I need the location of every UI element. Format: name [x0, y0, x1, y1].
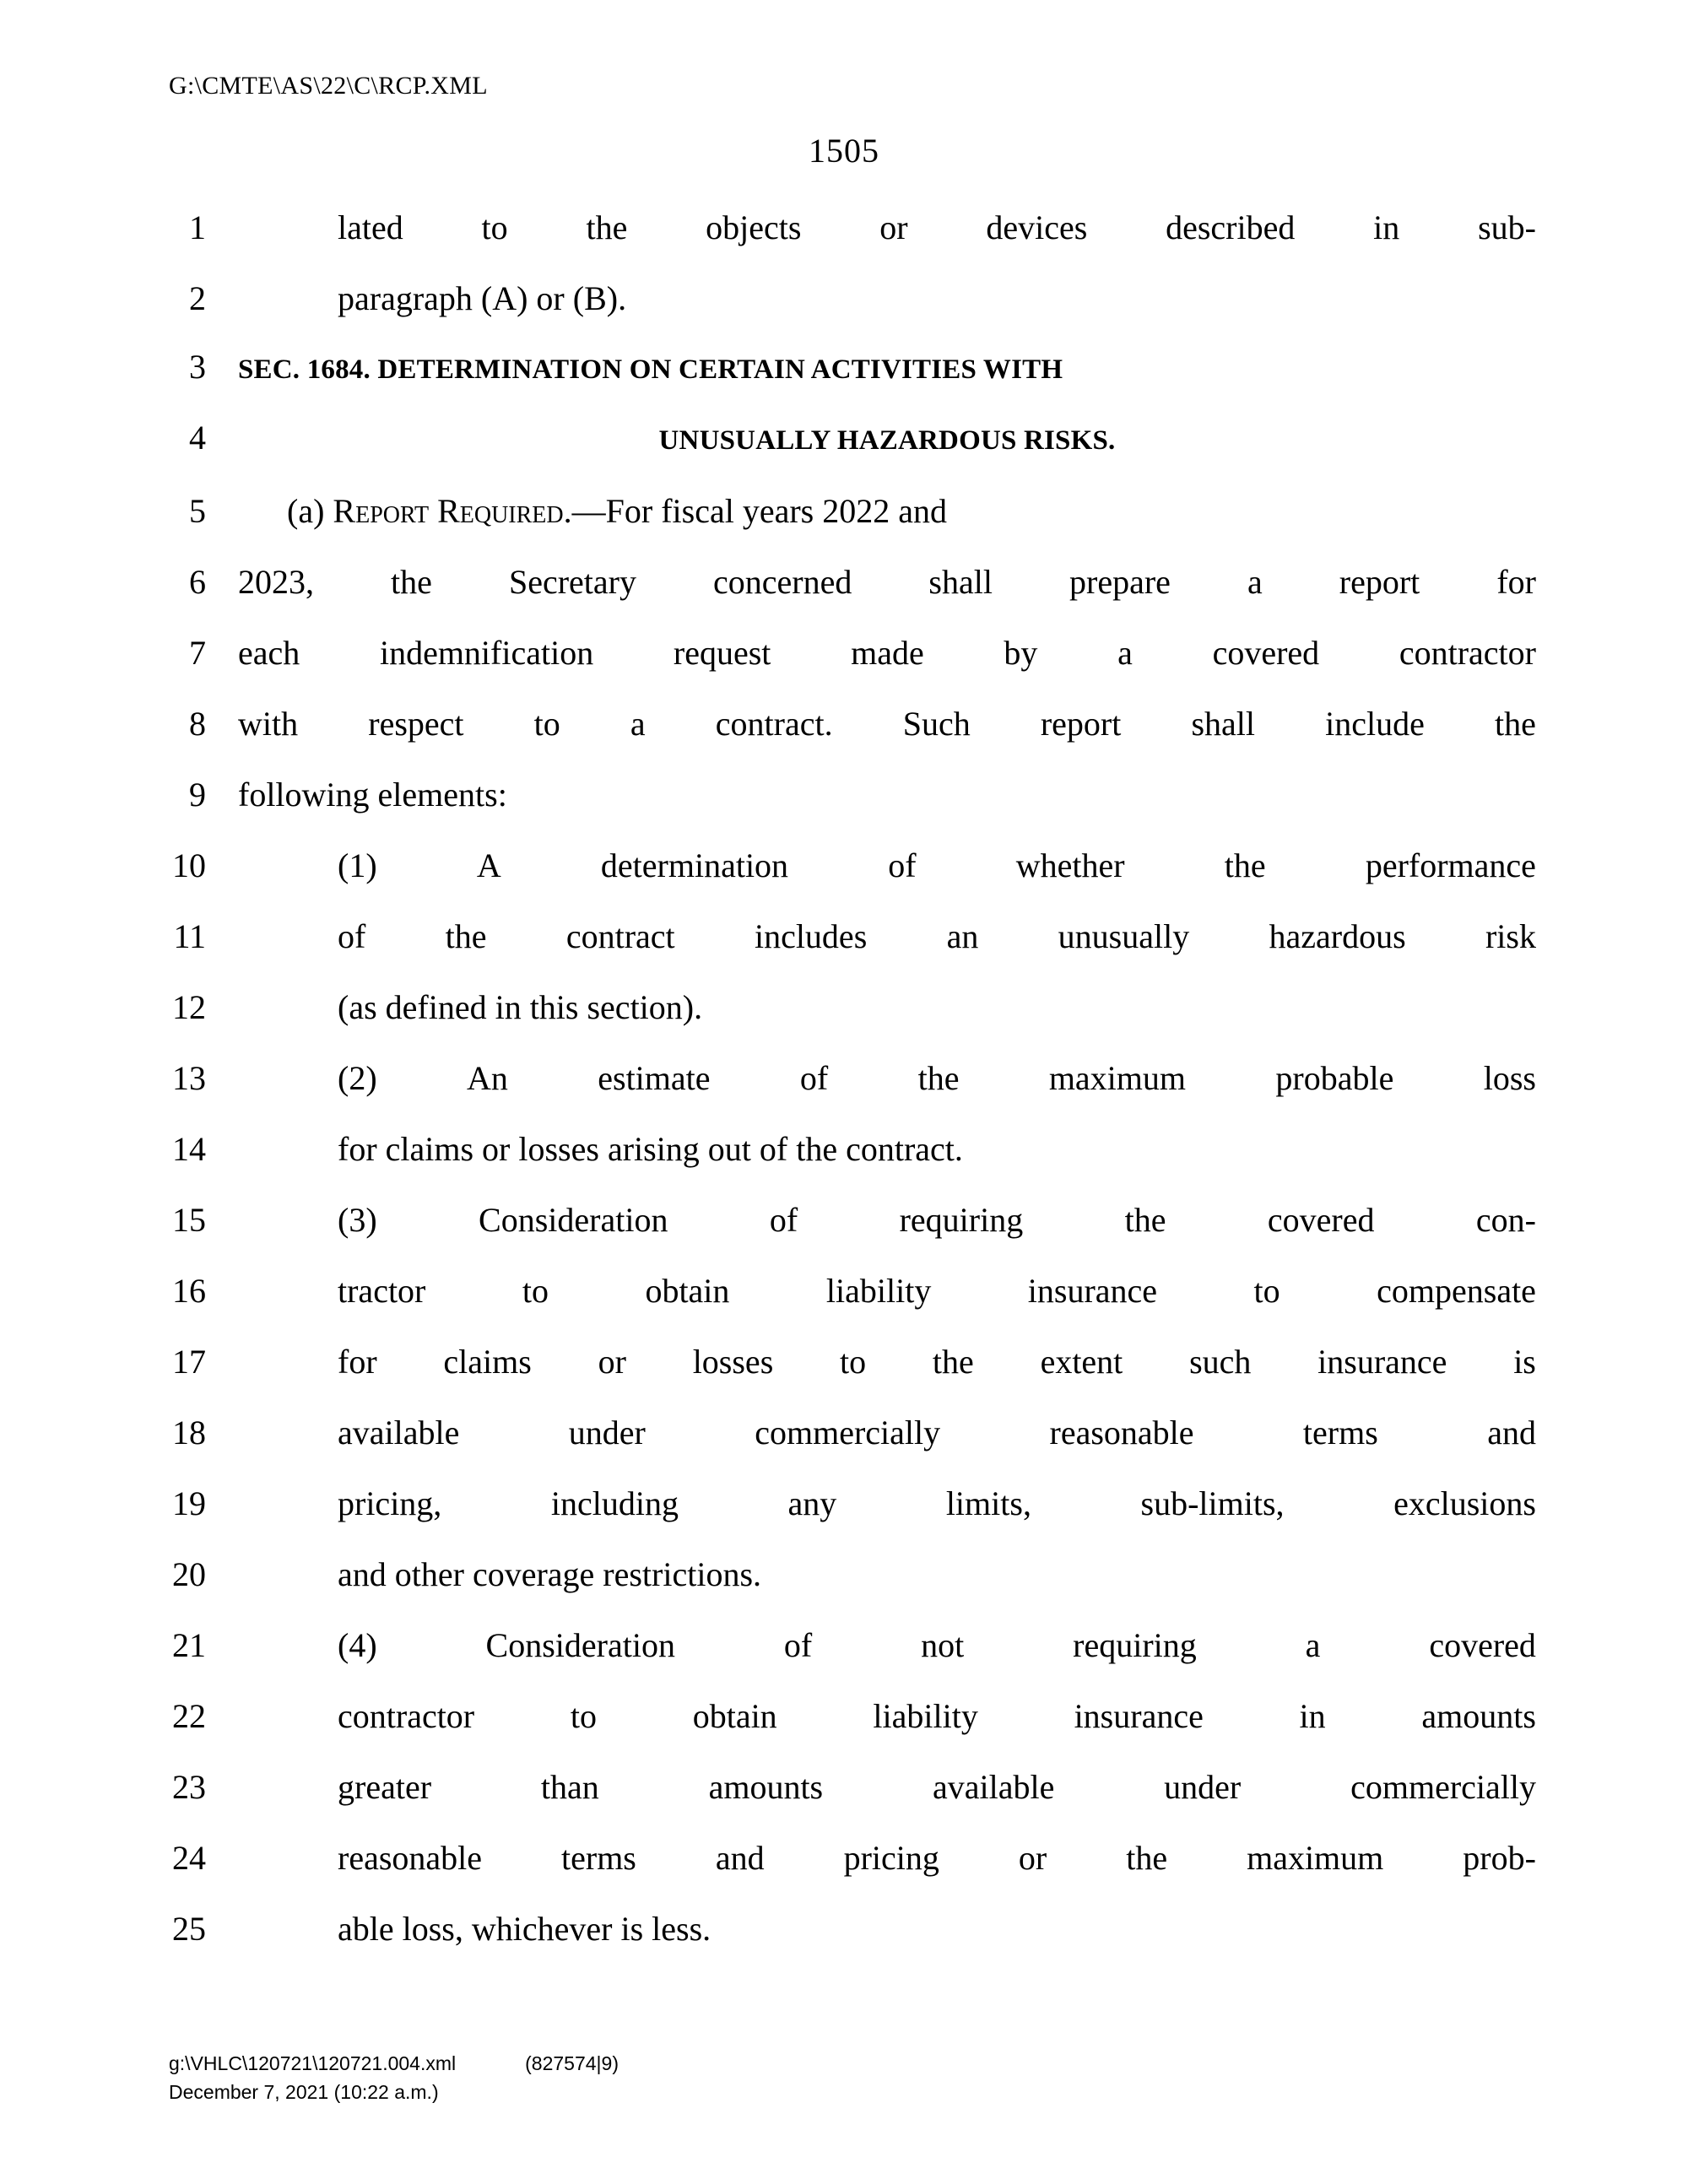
- word: the: [917, 1059, 960, 1097]
- word: requiring: [899, 1201, 1024, 1239]
- word: maximum: [1247, 1839, 1384, 1877]
- word: sub-limits,: [1140, 1484, 1285, 1522]
- word: amounts: [708, 1768, 824, 1806]
- line-text: [238, 1681, 1536, 1752]
- word: indemnification: [379, 634, 594, 672]
- word: request: [673, 634, 771, 672]
- line-number: 16: [172, 1272, 206, 1310]
- line-text: paragraph (A) or (B).: [338, 279, 627, 317]
- footer-file-path: g:\VHLC\120721\120721.004.xml: [169, 2052, 457, 2074]
- word: performance: [1365, 846, 1536, 884]
- word: available: [338, 1414, 460, 1451]
- word: the: [1126, 1839, 1168, 1877]
- line-text: [238, 689, 1536, 760]
- word: estimate: [598, 1059, 711, 1097]
- text-line: [169, 1752, 1536, 1823]
- word: shall: [1191, 705, 1256, 743]
- section-heading: SEC. 1684. DETERMINATION ON CERTAIN ACTIVITIES WITH: [238, 354, 1063, 385]
- line-number: 17: [172, 1343, 206, 1381]
- text-line: [169, 1539, 1536, 1610]
- word: or: [598, 1343, 626, 1381]
- word: with: [238, 705, 299, 743]
- text-line: [169, 1681, 1536, 1752]
- word: commercially: [1350, 1768, 1536, 1806]
- word: (1): [338, 846, 377, 884]
- line-text: [238, 547, 1536, 618]
- word: of: [783, 1626, 813, 1664]
- word: greater: [338, 1768, 432, 1806]
- word: the: [586, 208, 628, 246]
- word: A: [476, 846, 501, 884]
- word: the: [391, 563, 432, 601]
- word: a: [1305, 1626, 1321, 1664]
- word: under: [1164, 1768, 1242, 1806]
- word: includes: [754, 917, 868, 955]
- word: determination: [600, 846, 789, 884]
- line-number: 3: [189, 348, 206, 386]
- word: claims: [443, 1343, 532, 1381]
- line-number: 20: [172, 1555, 206, 1593]
- text-line: [169, 618, 1536, 689]
- text-line: [169, 1468, 1536, 1539]
- word: such: [1189, 1343, 1252, 1381]
- word: obtain: [692, 1697, 777, 1735]
- word: a: [1117, 634, 1133, 672]
- text-line: [169, 334, 1536, 405]
- word: obtain: [645, 1272, 730, 1310]
- line-text: [238, 1752, 1536, 1823]
- word: is: [1513, 1343, 1536, 1381]
- text-line: [169, 972, 1536, 1043]
- word: concerned: [713, 563, 852, 601]
- text-line: [169, 405, 1536, 476]
- word: loss: [1483, 1059, 1536, 1097]
- word: to: [533, 705, 560, 743]
- word: and: [715, 1839, 765, 1877]
- word: and: [1487, 1414, 1536, 1451]
- word: sub-: [1478, 208, 1536, 246]
- word: of: [799, 1059, 829, 1097]
- text-line: [169, 1327, 1536, 1397]
- word: con-: [1475, 1201, 1536, 1239]
- word: prepare: [1069, 563, 1171, 601]
- word: report: [1339, 563, 1420, 601]
- word: maximum: [1048, 1059, 1187, 1097]
- line-text: [238, 830, 1536, 901]
- word: risk: [1485, 917, 1536, 955]
- footer: [169, 2049, 619, 2106]
- word: to: [481, 208, 508, 246]
- word: each: [238, 634, 300, 672]
- text-line: [169, 1894, 1536, 1965]
- line-number: 22: [172, 1697, 206, 1735]
- line-number: 7: [189, 634, 206, 672]
- word: the: [1224, 846, 1266, 884]
- line-text: [238, 1185, 1536, 1256]
- word: for: [338, 1343, 377, 1381]
- line-text: (as defined in this section).: [338, 988, 703, 1026]
- line-number: 2: [189, 279, 206, 317]
- word: an: [946, 917, 979, 955]
- word: in: [1299, 1697, 1326, 1735]
- text-line: [169, 760, 1536, 830]
- word: pricing,: [338, 1484, 442, 1522]
- line-number: 9: [189, 776, 206, 814]
- word: requiring: [1073, 1626, 1197, 1664]
- word: 2023,: [238, 563, 314, 601]
- word: Consideration: [479, 1201, 668, 1239]
- word: insurance: [1317, 1343, 1447, 1381]
- page-number: 1505: [809, 132, 879, 170]
- line-text: [238, 1043, 1536, 1114]
- text-line: [169, 1397, 1536, 1468]
- word: report: [1040, 705, 1122, 743]
- text-line: [169, 1185, 1536, 1256]
- word: to: [840, 1343, 867, 1381]
- header-file-path: G:\CMTE\AS\22\C\RCP.XML: [169, 72, 488, 100]
- word: a: [1247, 563, 1263, 601]
- line-text: [238, 476, 1536, 547]
- word: insurance: [1074, 1697, 1204, 1735]
- word: not: [921, 1626, 965, 1664]
- word: compensate: [1377, 1272, 1536, 1310]
- word: of: [338, 917, 366, 955]
- text-line: [169, 1043, 1536, 1114]
- line-text: [238, 1823, 1536, 1894]
- line-text: following elements:: [238, 776, 507, 814]
- word: reasonable: [1049, 1414, 1194, 1451]
- word: pricing: [843, 1839, 939, 1877]
- word: include: [1325, 705, 1425, 743]
- word: unusually: [1058, 917, 1190, 955]
- section-heading-continued: UNUSUALLY HAZARDOUS RISKS.: [658, 425, 1116, 456]
- word: the: [1495, 705, 1536, 743]
- word: insurance: [1027, 1272, 1158, 1310]
- word: made: [851, 634, 924, 672]
- line-number: 4: [189, 419, 206, 457]
- word: extent: [1040, 1343, 1123, 1381]
- word: the: [445, 917, 487, 955]
- word: lated: [338, 208, 403, 246]
- text-line: [169, 476, 1536, 547]
- word: contractor: [1399, 634, 1536, 672]
- text-line: [169, 1823, 1536, 1894]
- word: contract.: [715, 705, 833, 743]
- line-number: 11: [173, 917, 206, 955]
- word: objects: [706, 208, 802, 246]
- line-number: 25: [172, 1910, 206, 1948]
- text-line: [169, 830, 1536, 901]
- word: (2): [338, 1059, 377, 1097]
- line-text: [238, 1610, 1536, 1681]
- word: liability: [873, 1697, 978, 1735]
- line-text: [238, 901, 1536, 972]
- word: limits,: [945, 1484, 1031, 1522]
- word: for: [1496, 563, 1536, 601]
- word: contract: [565, 917, 675, 955]
- line-text: [238, 1397, 1536, 1468]
- word: losses: [692, 1343, 774, 1381]
- word: of: [888, 846, 917, 884]
- word: of: [769, 1201, 798, 1239]
- word: under: [568, 1414, 646, 1451]
- word: covered: [1429, 1626, 1536, 1664]
- word: described: [1166, 208, 1296, 246]
- line-number: 14: [172, 1130, 206, 1168]
- line-text: and other coverage restrictions.: [338, 1555, 762, 1593]
- word: Secretary: [508, 563, 636, 601]
- footer-doc-id: (827574|9): [525, 2052, 619, 2074]
- footer-timestamp: December 7, 2021 (10:22 a.m.): [169, 2081, 439, 2103]
- line-number: 1: [189, 208, 206, 246]
- word: the: [1124, 1201, 1166, 1239]
- subsection-marker: (a): [287, 492, 333, 530]
- line-number: 12: [172, 988, 206, 1026]
- line-number: 23: [172, 1768, 206, 1806]
- word: including: [550, 1484, 679, 1522]
- line-number: 6: [189, 563, 206, 601]
- text-line: [169, 547, 1536, 618]
- word: the: [932, 1343, 974, 1381]
- line-text: [238, 618, 1536, 689]
- text-line: [169, 1610, 1536, 1681]
- word: or: [879, 208, 908, 246]
- line-number: 19: [172, 1484, 206, 1522]
- line-number: 21: [172, 1626, 206, 1664]
- word: An: [467, 1059, 508, 1097]
- word: in: [1373, 208, 1400, 246]
- text-line: [169, 1256, 1536, 1327]
- word: devices: [986, 208, 1088, 246]
- word: reasonable: [338, 1839, 483, 1877]
- line-text: able loss, whichever is less.: [338, 1910, 711, 1948]
- word: by: [1004, 634, 1038, 672]
- word: shall: [928, 563, 993, 601]
- word: hazardous: [1269, 917, 1406, 955]
- line-text: for claims or losses arising out of the contract.: [338, 1130, 963, 1168]
- text-line: [169, 1114, 1536, 1185]
- word: or: [1018, 1839, 1047, 1877]
- word: tractor: [338, 1272, 426, 1310]
- text-line: [169, 689, 1536, 760]
- word: whether: [1015, 846, 1125, 884]
- word: commercially: [755, 1414, 941, 1451]
- line-text: [238, 1327, 1536, 1397]
- line-number: 13: [172, 1059, 206, 1097]
- line-remainder: .—For fiscal years 2022 and: [563, 492, 947, 530]
- word: Such: [902, 705, 971, 743]
- word: terms: [561, 1839, 636, 1877]
- word: exclusions: [1393, 1484, 1536, 1522]
- word: Consideration: [485, 1626, 675, 1664]
- word: covered: [1267, 1201, 1375, 1239]
- line-number: 5: [189, 492, 206, 530]
- text-line: [169, 901, 1536, 972]
- line-text: [238, 1256, 1536, 1327]
- word: any: [787, 1484, 837, 1522]
- line-number: 8: [189, 705, 206, 743]
- word: liability: [825, 1272, 932, 1310]
- word: amounts: [1421, 1697, 1536, 1735]
- word: a: [630, 705, 646, 743]
- line-text: [238, 192, 1536, 263]
- line-number: 24: [172, 1839, 206, 1877]
- word: contractor: [338, 1697, 475, 1735]
- word: to: [1253, 1272, 1280, 1310]
- word: to: [570, 1697, 597, 1735]
- word: prob-: [1463, 1839, 1536, 1877]
- document-body: [169, 192, 1536, 1965]
- word: than: [540, 1768, 599, 1806]
- text-line: [169, 263, 1536, 334]
- word: probable: [1275, 1059, 1394, 1097]
- word: covered: [1212, 634, 1320, 672]
- line-number: 15: [172, 1201, 206, 1239]
- word: (4): [338, 1626, 377, 1664]
- word: terms: [1302, 1414, 1378, 1451]
- line-number: 10: [172, 846, 206, 884]
- line-number: 18: [172, 1414, 206, 1451]
- word: respect: [368, 705, 464, 743]
- word: available: [932, 1768, 1055, 1806]
- text-line: [169, 192, 1536, 263]
- word: to: [522, 1272, 549, 1310]
- line-text: [238, 1468, 1536, 1539]
- word: (3): [338, 1201, 377, 1239]
- subsection-caption: Report Required: [333, 492, 564, 530]
